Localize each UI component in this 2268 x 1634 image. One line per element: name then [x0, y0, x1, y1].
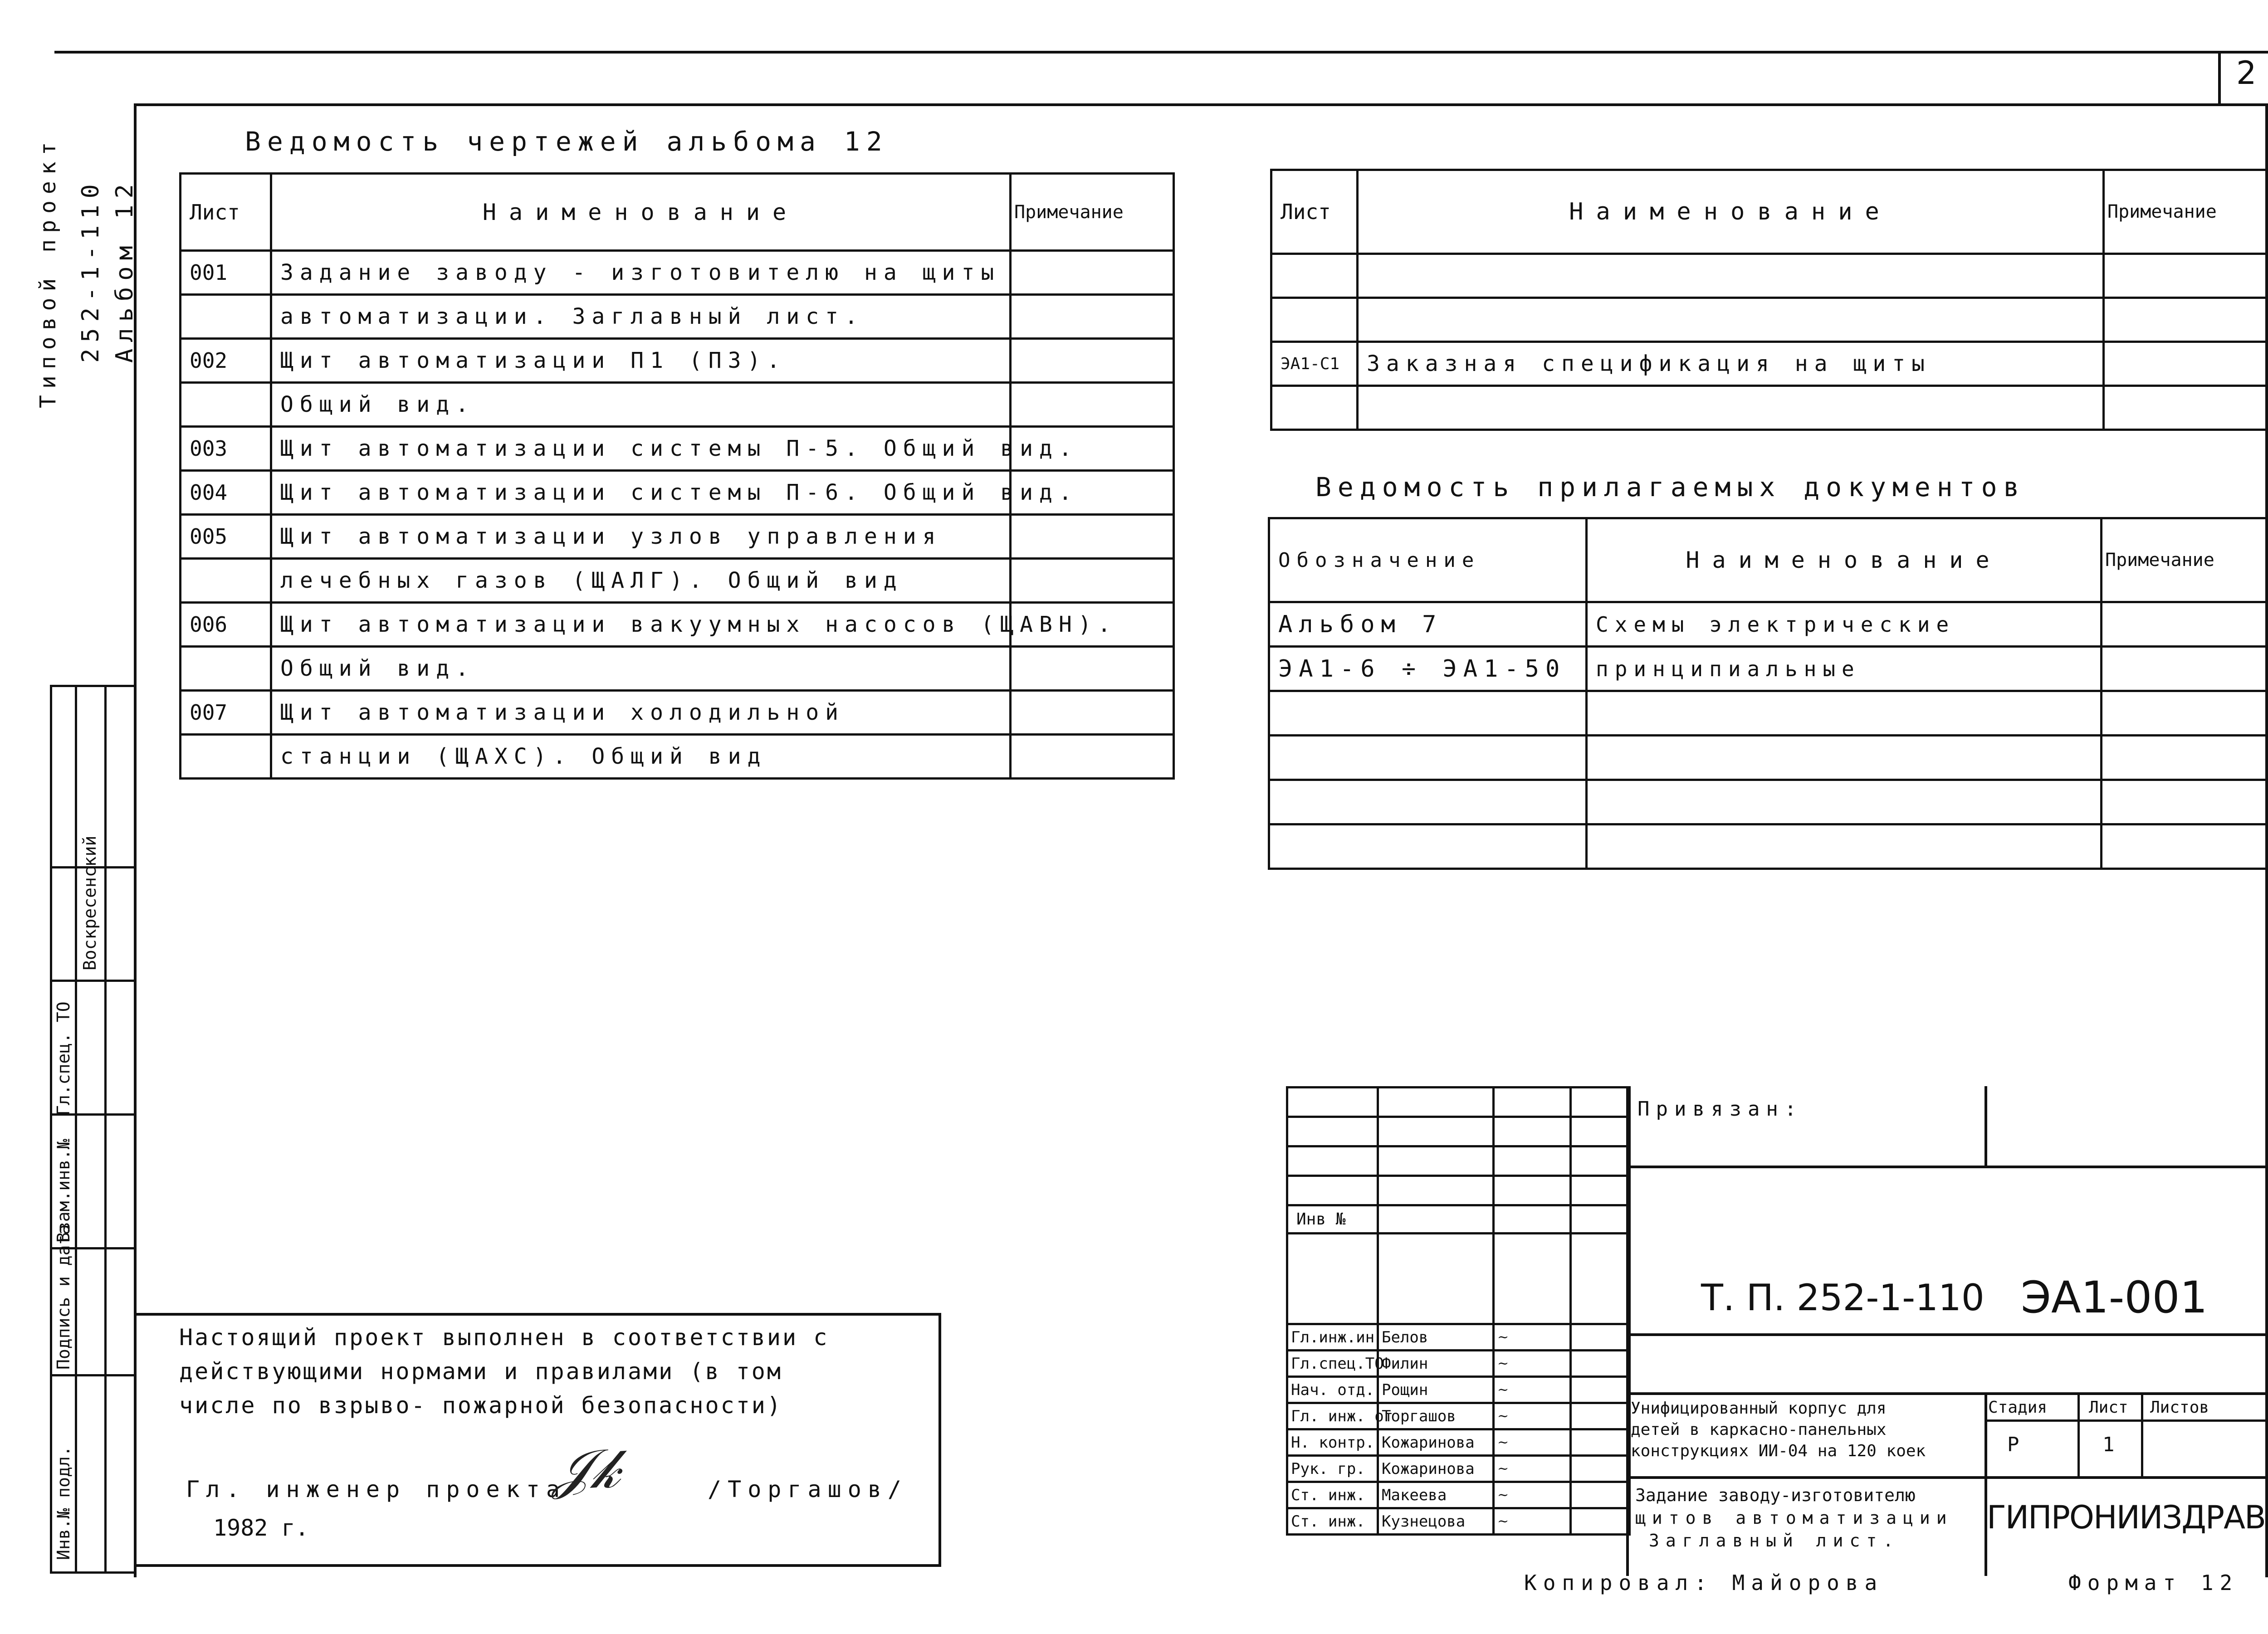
spec-cell-2	[2104, 254, 2267, 298]
album-row	[181, 691, 1174, 735]
sheets-label: Листов	[2150, 1398, 2209, 1417]
signature-spacer-row	[1287, 1234, 1630, 1324]
inv-label: Инв №	[1287, 1205, 1378, 1234]
docs-cell-0	[1269, 736, 1587, 780]
signer-date	[1571, 1508, 1630, 1535]
signer-role: Ст. инж.	[1287, 1508, 1378, 1535]
signer-role: Нач. отд.	[1287, 1377, 1378, 1403]
album-cell-1: Щит автоматизации холодильной	[271, 691, 1011, 735]
engineer-label: Гл. инженер проекта	[186, 1476, 566, 1502]
sheet-title-3: Заглавный лист.	[1649, 1531, 1900, 1551]
spec-cell-1: Заказная спецификация на щиты	[1358, 342, 2104, 386]
frame-top	[134, 103, 2268, 106]
album-cell-1: автоматизации. Заглавный лист.	[271, 295, 1011, 339]
album-cell-1: Общий вид.	[271, 647, 1011, 691]
album-cell-1: Щит автоматизации вакуумных насосов (ЩАВН).	[271, 603, 1011, 647]
spec-row	[1271, 342, 2267, 386]
docs-row	[1269, 691, 2267, 736]
spec-row	[1271, 298, 2267, 342]
spec-cell-2	[2104, 298, 2267, 342]
album-row	[181, 515, 1174, 559]
signer-signature: ~	[1494, 1482, 1571, 1508]
signer-signature: ~	[1494, 1508, 1571, 1535]
album-cell-0	[181, 295, 271, 339]
album-cell-1: лечебных газов (ЩАЛГ). Общий вид	[271, 559, 1011, 603]
docs-cell-1	[1587, 780, 2102, 824]
docs-cell-0: ЭА1-6 ÷ ЭА1-50	[1269, 647, 1587, 691]
docs-cell-2	[2102, 602, 2267, 647]
album-table	[179, 172, 1175, 780]
signer-role: Гл.инж.ин	[1287, 1324, 1378, 1351]
project-title-3: конструкциях ИИ-04 на 120 коек	[1631, 1442, 1926, 1460]
stage-label: Стадия	[1988, 1398, 2048, 1417]
col-header-name: Наименование	[271, 174, 1011, 251]
album-cell-2	[1011, 691, 1174, 735]
side-cell-spec: Гл.спец. ТО	[54, 1001, 73, 1116]
spec-row	[1271, 254, 2267, 298]
docs-header-name: Наименование	[1587, 518, 2102, 602]
spec-header-name: Наименование	[1358, 170, 2104, 254]
docs-cell-0	[1269, 824, 1587, 869]
engineer-signature: 𝒥𝓀	[553, 1438, 621, 1501]
copied-by: Копировал: Майорова	[1524, 1571, 1884, 1595]
docs-cell-0	[1269, 691, 1587, 736]
signer-name: Белов	[1378, 1324, 1494, 1351]
signature-row	[1287, 1377, 1630, 1403]
privyazan-label: Привязан:	[1637, 1097, 1803, 1121]
docs-cell-2	[2102, 691, 2267, 736]
album-cell-0: 003	[181, 427, 271, 471]
spec-cell-0: ЭА1-С1	[1271, 342, 1358, 386]
signature-empty-row	[1287, 1117, 1630, 1146]
docs-row	[1269, 780, 2267, 824]
signer-date	[1571, 1403, 1630, 1429]
album-cell-0: 004	[181, 471, 271, 515]
docs-row	[1269, 647, 2267, 691]
signer-name: Торгашов	[1378, 1403, 1494, 1429]
format-label: Формат 12	[2068, 1571, 2239, 1595]
docs-row	[1269, 602, 2267, 647]
album-cell-1: станции (ЩАХС). Общий вид	[271, 735, 1011, 779]
spec-cell-1	[1358, 386, 2104, 430]
spec-cell-0	[1271, 254, 1358, 298]
spec-header-note: Примечание	[2104, 170, 2267, 254]
note-line3: числе по взрыво- пожарной безопасности)	[179, 1392, 782, 1419]
docs-cell-1	[1587, 691, 2102, 736]
signature-empty-row	[1287, 1146, 1630, 1176]
signer-name: Макеева	[1378, 1482, 1494, 1508]
docs-cell-0	[1269, 780, 1587, 824]
signer-signature: ~	[1494, 1351, 1571, 1377]
album-row	[181, 735, 1174, 779]
album-cell-2	[1011, 735, 1174, 779]
spec-table	[1270, 169, 2268, 431]
album-row	[181, 647, 1174, 691]
album-row	[181, 559, 1174, 603]
album-cell-0: 007	[181, 691, 271, 735]
spec-cell-0	[1271, 298, 1358, 342]
spec-row	[1271, 386, 2267, 430]
album-cell-2	[1011, 515, 1174, 559]
signer-date	[1571, 1377, 1630, 1403]
side-title-line3: Альбом 12	[111, 178, 138, 363]
side-stamp	[50, 685, 136, 1574]
album-row	[181, 427, 1174, 471]
signature-row	[1287, 1508, 1630, 1535]
album-cell-0: 001	[181, 251, 271, 295]
signature-empty-row	[1287, 1088, 1630, 1117]
album-cell-2	[1011, 559, 1174, 603]
signature-empty-row	[1287, 1176, 1630, 1205]
signer-role: Гл. инж. от	[1287, 1403, 1378, 1429]
album-cell-1: Щит автоматизации системы П-6. Общий вид.	[271, 471, 1011, 515]
sheet-number: 2	[2236, 54, 2257, 92]
signature-row	[1287, 1482, 1630, 1508]
album-cell-2	[1011, 383, 1174, 427]
stage-value: Р	[2007, 1433, 2019, 1456]
side-cell-voskresensky: Воскресенский	[80, 835, 100, 971]
album-row	[181, 251, 1174, 295]
signer-date	[1571, 1429, 1630, 1456]
docs-cell-0: Альбом 7	[1269, 602, 1587, 647]
album-heading: Ведомость чертежей альбома 12	[245, 126, 889, 157]
project-title-2: детей в каркасно-панельных	[1631, 1420, 1887, 1439]
docs-header-note: Примечание	[2102, 518, 2267, 602]
sheet-code: ЭА1-001	[2021, 1272, 2208, 1323]
signer-role: Н. контр.	[1287, 1429, 1378, 1456]
docs-cell-1: принципиальные	[1587, 647, 2102, 691]
signer-signature: ~	[1494, 1403, 1571, 1429]
spec-cell-2	[2104, 386, 2267, 430]
spec-cell-1	[1358, 254, 2104, 298]
spec-cell-1	[1358, 298, 2104, 342]
engineer-name: /Торгашов/	[708, 1476, 908, 1502]
signature-empty-row	[1287, 1205, 1630, 1234]
docs-cell-1	[1587, 824, 2102, 869]
col-header-note: Примечание	[1011, 174, 1174, 251]
docs-cell-1	[1587, 736, 2102, 780]
signature-grid	[1286, 1086, 1631, 1536]
signer-role: Рук. гр.	[1287, 1456, 1378, 1482]
signer-date	[1571, 1456, 1630, 1482]
side-cell-inv: Инв.№ подл.	[54, 1446, 73, 1560]
album-row	[181, 295, 1174, 339]
album-cell-2	[1011, 339, 1174, 383]
album-cell-2	[1011, 251, 1174, 295]
signer-role: Гл.спец.ТО	[1287, 1351, 1378, 1377]
signer-date	[1571, 1351, 1630, 1377]
docs-heading: Ведомость прилагаемых документов	[1315, 472, 2026, 502]
album-row	[181, 471, 1174, 515]
spec-header-sheet: Лист	[1271, 170, 1358, 254]
signature-row	[1287, 1429, 1630, 1456]
album-row	[181, 383, 1174, 427]
signer-name: Филин	[1378, 1351, 1494, 1377]
signer-signature: ~	[1494, 1456, 1571, 1482]
side-cell-vzam: Взам.инв.№	[54, 1139, 73, 1243]
signer-date	[1571, 1482, 1630, 1508]
signer-role: Ст. инж.	[1287, 1482, 1378, 1508]
docs-cell-2	[2102, 736, 2267, 780]
note-line1: Настоящий проект выполнен в соответствии с	[179, 1324, 829, 1351]
album-cell-1: Щит автоматизации системы П-5. Общий вид.	[271, 427, 1011, 471]
spec-cell-2	[2104, 342, 2267, 386]
project-title-1: Унифицированный корпус для	[1631, 1399, 1887, 1418]
album-cell-0: 002	[181, 339, 271, 383]
album-cell-1: Щит автоматизации узлов управления	[271, 515, 1011, 559]
sheet-label: Лист	[2089, 1398, 2128, 1417]
note-year: 1982 г.	[213, 1515, 309, 1541]
album-cell-2	[1011, 295, 1174, 339]
album-row	[181, 339, 1174, 383]
spec-cell-0	[1271, 386, 1358, 430]
album-cell-1: Задание заводу - изготовителю на щиты	[271, 251, 1011, 295]
album-cell-0	[181, 383, 271, 427]
top-rule	[54, 51, 2268, 54]
sheet-value: 1	[2102, 1433, 2115, 1456]
album-cell-2	[1011, 647, 1174, 691]
album-cell-1: Общий вид.	[271, 383, 1011, 427]
docs-row	[1269, 824, 2267, 869]
side-title-line1: Типовой проект	[35, 136, 61, 408]
side-title-line2: 252-1-110	[77, 178, 104, 363]
album-cell-0: 006	[181, 603, 271, 647]
docs-cell-2	[2102, 824, 2267, 869]
docs-cell-2	[2102, 647, 2267, 691]
signer-signature: ~	[1494, 1324, 1571, 1351]
sheet-title-2: щитов автоматизации	[1635, 1508, 1953, 1528]
note-line2: действующими нормами и правилами (в том	[179, 1358, 782, 1385]
signer-name: Рощин	[1378, 1377, 1494, 1403]
signer-name: Кожаринова	[1378, 1429, 1494, 1456]
docs-table	[1268, 517, 2268, 870]
organization: ГИПРОНИИЗДРАВ	[1987, 1499, 2266, 1536]
project-code: Т. П. 252-1-110	[1701, 1277, 1984, 1319]
docs-cell-2	[2102, 780, 2267, 824]
signature-row	[1287, 1456, 1630, 1482]
signer-name: Кузнецова	[1378, 1508, 1494, 1535]
docs-cell-1: Схемы электрические	[1587, 602, 2102, 647]
title-block	[1286, 1086, 2268, 1576]
signature-row	[1287, 1351, 1630, 1377]
col-header-sheet: Лист	[181, 174, 271, 251]
docs-row	[1269, 736, 2267, 780]
album-cell-0	[181, 647, 271, 691]
signature-row	[1287, 1403, 1630, 1429]
album-cell-1: Щит автоматизации П1 (П3).	[271, 339, 1011, 383]
album-row	[181, 603, 1174, 647]
album-cell-0	[181, 559, 271, 603]
sheet-title-1: Задание заводу-изготовителю	[1635, 1485, 1916, 1505]
signer-date	[1571, 1324, 1630, 1351]
signer-name: Кожаринова	[1378, 1456, 1494, 1482]
signer-signature: ~	[1494, 1377, 1571, 1403]
album-cell-0: 005	[181, 515, 271, 559]
signature-row	[1287, 1324, 1630, 1351]
docs-header-designation: Обозначение	[1269, 518, 1587, 602]
album-cell-0	[181, 735, 271, 779]
side-cell-podpis: Подпись и дата	[54, 1224, 73, 1370]
signer-signature: ~	[1494, 1429, 1571, 1456]
